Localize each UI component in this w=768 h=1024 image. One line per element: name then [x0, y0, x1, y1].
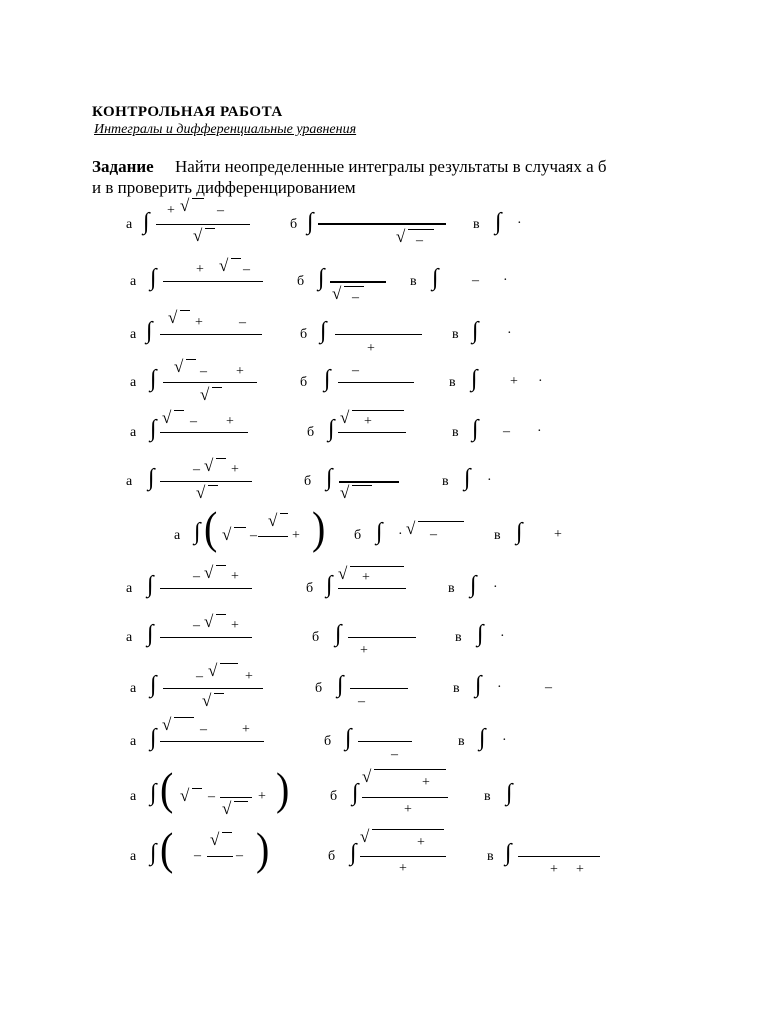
operator-minus: – [358, 694, 365, 709]
operator-plus: + [245, 669, 253, 684]
sqrt-vinculum [408, 229, 434, 230]
fraction-bar [350, 688, 408, 689]
label-a: а [130, 274, 137, 289]
operator-minus: – [193, 618, 200, 633]
task-text-1: Найти неопределенные интегралы результаты в случаях а б [174, 157, 607, 176]
operator-minus: – [545, 680, 552, 695]
fraction-bar [338, 432, 406, 433]
operator-plus: + [226, 414, 234, 429]
operator-minus: – [217, 203, 224, 218]
sqrt-sign: √ [204, 456, 214, 475]
operator-plus: + [362, 570, 370, 585]
operator-minus: – [352, 363, 359, 378]
operator-minus: – [200, 722, 207, 737]
label-b: б [307, 425, 315, 440]
integral-sign: ∫ [477, 621, 484, 647]
sqrt-vinculum [174, 717, 194, 718]
operator-minus: – [243, 262, 250, 277]
label-a: а [130, 734, 137, 749]
label-v: в [487, 849, 494, 864]
integral-sign: ∫ [150, 672, 157, 698]
integral-sign: ∫ [307, 209, 314, 235]
sqrt-vinculum [216, 458, 226, 459]
integral-sign: ∫ [147, 572, 154, 598]
sqrt-sign: √ [193, 226, 203, 245]
integral-sign: ∫ [475, 672, 482, 698]
fraction-bar [348, 637, 416, 638]
fraction-bar [318, 223, 446, 225]
sqrt-vinculum [220, 663, 238, 664]
fraction-bar [160, 481, 252, 482]
label-a: а [130, 681, 137, 696]
fraction-bar [160, 432, 248, 433]
integral-sign: ∫ [432, 265, 439, 291]
fraction-bar [330, 281, 386, 283]
task-line-1 [92, 157, 607, 177]
operator-plus: + [231, 462, 239, 477]
fraction-bar [335, 334, 422, 335]
sqrt-vinculum [234, 527, 246, 528]
operator-plus: + [554, 527, 562, 542]
fraction-bar [358, 741, 412, 742]
integral-sign: ∫ [150, 725, 157, 751]
sqrt-sign: √ [340, 408, 350, 427]
operator-plus: + [422, 775, 430, 790]
fraction-bar [160, 334, 262, 335]
left-paren: ( [204, 501, 218, 554]
operator-minus: – [430, 527, 437, 542]
fraction-bar [518, 856, 600, 857]
label-v: в [458, 734, 465, 749]
operator-plus: + [292, 528, 300, 543]
label-b: б [315, 681, 323, 696]
label-a: а [130, 327, 137, 342]
right-paren: ) [312, 501, 326, 554]
integral-sign: ∫ [328, 416, 335, 442]
integral-sign: ∫ [479, 725, 486, 751]
label-b: б [300, 327, 308, 342]
sqrt-sign: √ [168, 308, 178, 327]
sqrt-sign: √ [360, 827, 370, 846]
operator-plus: + [360, 643, 368, 658]
sqrt-sign: √ [180, 196, 190, 215]
integral-sign: ∫ [150, 366, 157, 392]
fraction-bar [156, 224, 250, 225]
operator-plus: + [236, 364, 244, 379]
integral-sign: ∫ [505, 840, 512, 866]
sqrt-sign: √ [202, 691, 212, 710]
label-a: а [126, 474, 133, 489]
sqrt-vinculum [372, 829, 444, 830]
operator-minus: – [391, 747, 398, 762]
fraction-bar [163, 382, 257, 383]
operator-plus: + [167, 203, 175, 218]
label-v: в [452, 327, 459, 342]
integral-sign: ∫ [345, 725, 352, 751]
integral-sign: ∫ [143, 209, 150, 235]
sqrt-sign: √ [219, 256, 229, 275]
fraction-bar [160, 741, 264, 742]
sqrt-vinculum [418, 521, 464, 522]
sqrt-vinculum [216, 565, 226, 566]
operator-minus: – [194, 848, 201, 863]
operator-dot: · [500, 629, 505, 644]
operator-dot: · [517, 216, 522, 231]
integral-sign: ∫ [318, 265, 325, 291]
fraction-bar [338, 382, 414, 383]
label-a: а [130, 425, 137, 440]
sqrt-vinculum [222, 832, 232, 833]
operator-plus: + [576, 862, 584, 877]
integral-sign: ∫ [350, 840, 357, 866]
operator-plus: + [367, 341, 375, 356]
operator-dot: · [537, 424, 542, 439]
fraction-bar [163, 688, 263, 689]
integral-sign: ∫ [150, 780, 157, 806]
label-a: а [130, 375, 137, 390]
doc-title: КОНТРОЛЬНАЯ РАБОТА [92, 104, 283, 120]
label-v: в [473, 217, 480, 232]
integral-sign: ∫ [148, 465, 155, 491]
label-a: а [126, 630, 133, 645]
operator-dot: · [487, 473, 492, 488]
label-b: б [312, 630, 320, 645]
operator-minus: – [472, 273, 479, 288]
sqrt-vinculum [186, 359, 196, 360]
integral-sign: ∫ [147, 621, 154, 647]
left-paren: ( [160, 762, 174, 815]
label-a: а [126, 217, 133, 232]
sqrt-vinculum [352, 485, 372, 486]
operator-plus: + [231, 569, 239, 584]
integral-sign: ∫ [320, 318, 327, 344]
operator-plus: + [404, 802, 412, 817]
sqrt-sign: √ [338, 564, 348, 583]
operator-minus: – [416, 233, 423, 248]
sqrt-sign: √ [174, 357, 184, 376]
sqrt-vinculum [180, 310, 190, 311]
operator-plus: + [242, 722, 250, 737]
sqrt-vinculum [350, 566, 404, 567]
sqrt-sign: √ [208, 661, 218, 680]
fraction-bar [163, 281, 263, 282]
label-b: б [297, 274, 305, 289]
integral-sign: ∫ [337, 672, 344, 698]
operator-minus: – [239, 315, 246, 330]
integral-sign: ∫ [506, 780, 513, 806]
sqrt-sign: √ [396, 227, 406, 246]
task-line-2: и в проверить дифференцированием [92, 178, 356, 197]
fraction-bar [360, 856, 446, 857]
integral-sign: ∫ [471, 366, 478, 392]
sqrt-vinculum [208, 485, 218, 486]
doc-subtitle: Интегралы и дифференциальные уравнения [94, 122, 357, 137]
operator-minus: – [193, 462, 200, 477]
fraction-bar [220, 797, 252, 798]
operator-minus: – [193, 569, 200, 584]
operator-plus: + [258, 789, 266, 804]
operator-minus: – [352, 290, 359, 305]
fraction-bar [258, 536, 288, 537]
sqrt-vinculum [192, 788, 202, 789]
label-v: в [452, 425, 459, 440]
label-a: а [130, 789, 137, 804]
label-v: в [455, 630, 462, 645]
integral-sign: ∫ [376, 519, 383, 545]
operator-dot: · [398, 527, 403, 542]
integral-sign: ∫ [335, 621, 342, 647]
sqrt-sign: √ [180, 786, 190, 805]
operator-plus: + [364, 414, 372, 429]
operator-minus: – [503, 424, 510, 439]
operator-plus: + [417, 835, 425, 850]
operator-plus: + [399, 861, 407, 876]
sqrt-vinculum [192, 198, 204, 199]
operator-dot: · [497, 680, 502, 695]
left-paren: ( [160, 822, 174, 875]
sqrt-sign: √ [222, 799, 232, 818]
integral-sign: ∫ [150, 840, 157, 866]
integral-sign: ∫ [324, 366, 331, 392]
operator-minus: – [196, 669, 203, 684]
label-v: в [448, 581, 455, 596]
sqrt-vinculum [231, 258, 241, 259]
label-b: б [354, 528, 362, 543]
operator-dot: · [502, 733, 507, 748]
fraction-bar [362, 797, 448, 798]
integral-sign: ∫ [352, 780, 359, 806]
sqrt-sign: √ [406, 519, 416, 538]
integral-sign: ∫ [472, 318, 479, 344]
operator-plus: + [196, 262, 204, 277]
sqrt-sign: √ [210, 830, 220, 849]
sqrt-vinculum [174, 410, 184, 411]
operator-dot: · [507, 326, 512, 341]
sqrt-vinculum [374, 769, 446, 770]
label-b: б [306, 581, 314, 596]
integral-sign: ∫ [194, 519, 201, 545]
right-paren: ) [256, 822, 270, 875]
integral-sign: ∫ [516, 519, 523, 545]
sqrt-vinculum [216, 614, 226, 615]
fraction-bar [338, 588, 406, 589]
sqrt-sign: √ [162, 715, 172, 734]
sqrt-sign: √ [162, 408, 172, 427]
label-v: в [453, 681, 460, 696]
integral-sign: ∫ [326, 465, 333, 491]
operator-minus: – [236, 848, 243, 863]
sqrt-vinculum [234, 801, 248, 802]
label-v: в [484, 789, 491, 804]
integral-sign: ∫ [470, 572, 477, 598]
operator-minus: – [208, 789, 215, 804]
fraction-bar [160, 637, 252, 638]
label-a: а [130, 849, 137, 864]
integral-sign: ∫ [146, 318, 153, 344]
sqrt-vinculum [352, 410, 404, 411]
label-v: в [410, 274, 417, 289]
label-b: б [300, 375, 308, 390]
label-b: б [328, 849, 336, 864]
sqrt-sign: √ [204, 563, 214, 582]
integral-sign: ∫ [472, 416, 479, 442]
integral-sign: ∫ [495, 209, 502, 235]
sqrt-sign: √ [196, 483, 206, 502]
sqrt-sign: √ [200, 385, 210, 404]
sqrt-vinculum [214, 693, 224, 694]
label-v: в [494, 528, 501, 543]
sqrt-sign: √ [362, 767, 372, 786]
label-a: а [126, 581, 133, 596]
operator-plus: + [231, 618, 239, 633]
sqrt-vinculum [280, 513, 288, 514]
integral-sign: ∫ [150, 416, 157, 442]
label-b: б [324, 734, 332, 749]
operator-minus: – [250, 528, 257, 543]
integral-sign: ∫ [464, 465, 471, 491]
sqrt-vinculum [205, 228, 215, 229]
integral-sign: ∫ [326, 572, 333, 598]
operator-plus: + [550, 862, 558, 877]
fraction-bar [207, 856, 233, 857]
operator-plus: + [195, 315, 203, 330]
label-v: в [449, 375, 456, 390]
sqrt-vinculum [344, 286, 364, 287]
sqrt-vinculum [212, 387, 222, 388]
label-b: б [290, 217, 298, 232]
operator-minus: – [200, 364, 207, 379]
label-a: а [174, 528, 181, 543]
operator-minus: – [190, 414, 197, 429]
label-b: б [304, 474, 312, 489]
task-label: Задание [92, 157, 154, 176]
operator-plus: + [510, 374, 518, 389]
label-b: б [330, 789, 338, 804]
sqrt-sign: √ [204, 612, 214, 631]
sqrt-sign: √ [332, 284, 342, 303]
sqrt-sign: √ [268, 511, 278, 530]
operator-dot: · [493, 580, 498, 595]
label-v: в [442, 474, 449, 489]
fraction-bar [160, 588, 252, 589]
sqrt-sign: √ [222, 525, 232, 544]
right-paren: ) [276, 762, 290, 815]
integral-sign: ∫ [150, 265, 157, 291]
operator-dot: · [538, 374, 543, 389]
operator-dot: · [503, 273, 508, 288]
sqrt-sign: √ [340, 483, 350, 502]
